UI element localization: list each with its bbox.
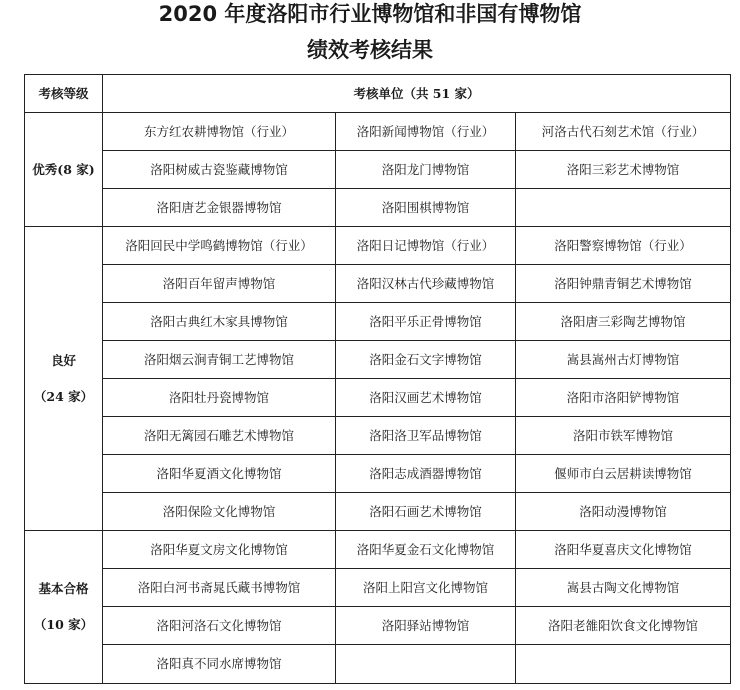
table-row <box>25 227 731 265</box>
unit-cell: 洛阳志成酒器博物馆 <box>336 455 516 493</box>
unit-cell: 洛阳日记博物馆（行业） <box>336 227 516 265</box>
unit-cell: 洛阳烟云涧青铜工艺博物馆 <box>103 341 336 379</box>
unit-cell: 洛阳无篱园石雕艺术博物馆 <box>103 417 336 455</box>
unit-cell: 洛阳真不同水席博物馆 <box>103 645 336 684</box>
unit-cell: 洛阳龙门博物馆 <box>336 151 516 189</box>
unit-cell: 洛阳上阳宫文化博物馆 <box>336 569 516 607</box>
unit-cell: 洛阳洛卫军品博物馆 <box>336 417 516 455</box>
unit-cell: 洛阳华夏酒文化博物馆 <box>103 455 336 493</box>
level-cell <box>25 113 103 227</box>
table-row <box>25 455 731 493</box>
table-row <box>25 341 731 379</box>
unit-cell: 洛阳百年留声博物馆 <box>103 265 336 303</box>
table-row <box>25 151 731 189</box>
unit-cell: 洛阳华夏喜庆文化博物馆 <box>516 531 731 569</box>
table-row <box>25 303 731 341</box>
document-title: 2020 年度洛阳市行业博物馆和非国有博物馆 <box>158 2 582 26</box>
unit-cell: 洛阳钟鼎青铜艺术博物馆 <box>516 265 731 303</box>
level-label: 基本合格 <box>38 581 89 596</box>
header-level: 考核等级 <box>25 75 103 113</box>
unit-cell: 洛阳驿站博物馆 <box>336 607 516 645</box>
unit-cell: 洛阳石画艺术博物馆 <box>336 493 516 531</box>
unit-cell: 洛阳金石文字博物馆 <box>336 341 516 379</box>
level-label: 优秀(8 家) <box>32 161 95 177</box>
table-row <box>25 265 731 303</box>
table-row <box>25 189 731 227</box>
unit-cell: 东方红农耕博物馆（行业） <box>103 113 336 151</box>
unit-cell: 洛阳回民中学鸣鹤博物馆（行业） <box>103 227 336 265</box>
unit-cell: 洛阳唐三彩陶艺博物馆 <box>516 303 731 341</box>
document-subtitle: 绩效考核结果 <box>307 38 433 62</box>
unit-cell: 洛阳围棋博物馆 <box>336 189 516 227</box>
level-label: 良好 <box>50 352 76 368</box>
unit-cell: 洛阳白河书斋晁氏藏书博物馆 <box>103 569 336 607</box>
unit-cell: 洛阳平乐正骨博物馆 <box>336 303 516 341</box>
unit-cell: 洛阳新闻博物馆（行业） <box>336 113 516 151</box>
unit-cell <box>336 645 516 684</box>
unit-cell: 嵩县古陶文化博物馆 <box>516 569 731 607</box>
unit-cell <box>516 645 731 684</box>
unit-cell <box>516 189 731 227</box>
table-row <box>25 607 731 645</box>
level-cell <box>25 227 103 531</box>
table-row <box>25 417 731 455</box>
table-header-row <box>25 75 731 113</box>
unit-cell: 洛阳华夏文房文化博物馆 <box>103 531 336 569</box>
unit-cell: 嵩县嵩州古灯博物馆 <box>516 341 731 379</box>
unit-cell: 洛阳牡丹瓷博物馆 <box>103 379 336 417</box>
unit-cell: 洛阳保险文化博物馆 <box>103 493 336 531</box>
unit-cell: 洛阳汉画艺术博物馆 <box>336 379 516 417</box>
unit-cell: 河洛古代石刻艺术馆（行业） <box>516 113 731 151</box>
header-units: 考核单位（共 51 家） <box>103 75 731 113</box>
results-table <box>24 74 731 684</box>
unit-cell: 洛阳唐艺金银器博物馆 <box>103 189 336 227</box>
unit-cell: 洛阳汉林古代珍藏博物馆 <box>336 265 516 303</box>
table-row <box>25 531 731 569</box>
unit-cell: 洛阳老雒阳饮食文化博物馆 <box>516 607 731 645</box>
level-count: （24 家） <box>33 388 94 404</box>
unit-cell: 洛阳警察博物馆（行业） <box>516 227 731 265</box>
unit-cell: 洛阳市铁军博物馆 <box>516 417 731 455</box>
unit-cell: 洛阳树威古瓷鉴藏博物馆 <box>103 151 336 189</box>
table-row <box>25 645 731 684</box>
unit-cell: 洛阳古典红木家具博物馆 <box>103 303 336 341</box>
unit-cell: 洛阳河洛石文化博物馆 <box>103 607 336 645</box>
level-count: （10 家） <box>33 617 94 632</box>
unit-cell: 偃师市白云居耕读博物馆 <box>516 455 731 493</box>
level-cell <box>25 531 103 684</box>
table-row <box>25 569 731 607</box>
table-row <box>25 493 731 531</box>
table-row <box>25 379 731 417</box>
unit-cell: 洛阳华夏金石文化博物馆 <box>336 531 516 569</box>
unit-cell: 洛阳三彩艺术博物馆 <box>516 151 731 189</box>
unit-cell: 洛阳动漫博物馆 <box>516 493 731 531</box>
unit-cell: 洛阳市洛阳铲博物馆 <box>516 379 731 417</box>
table-row <box>25 113 731 151</box>
